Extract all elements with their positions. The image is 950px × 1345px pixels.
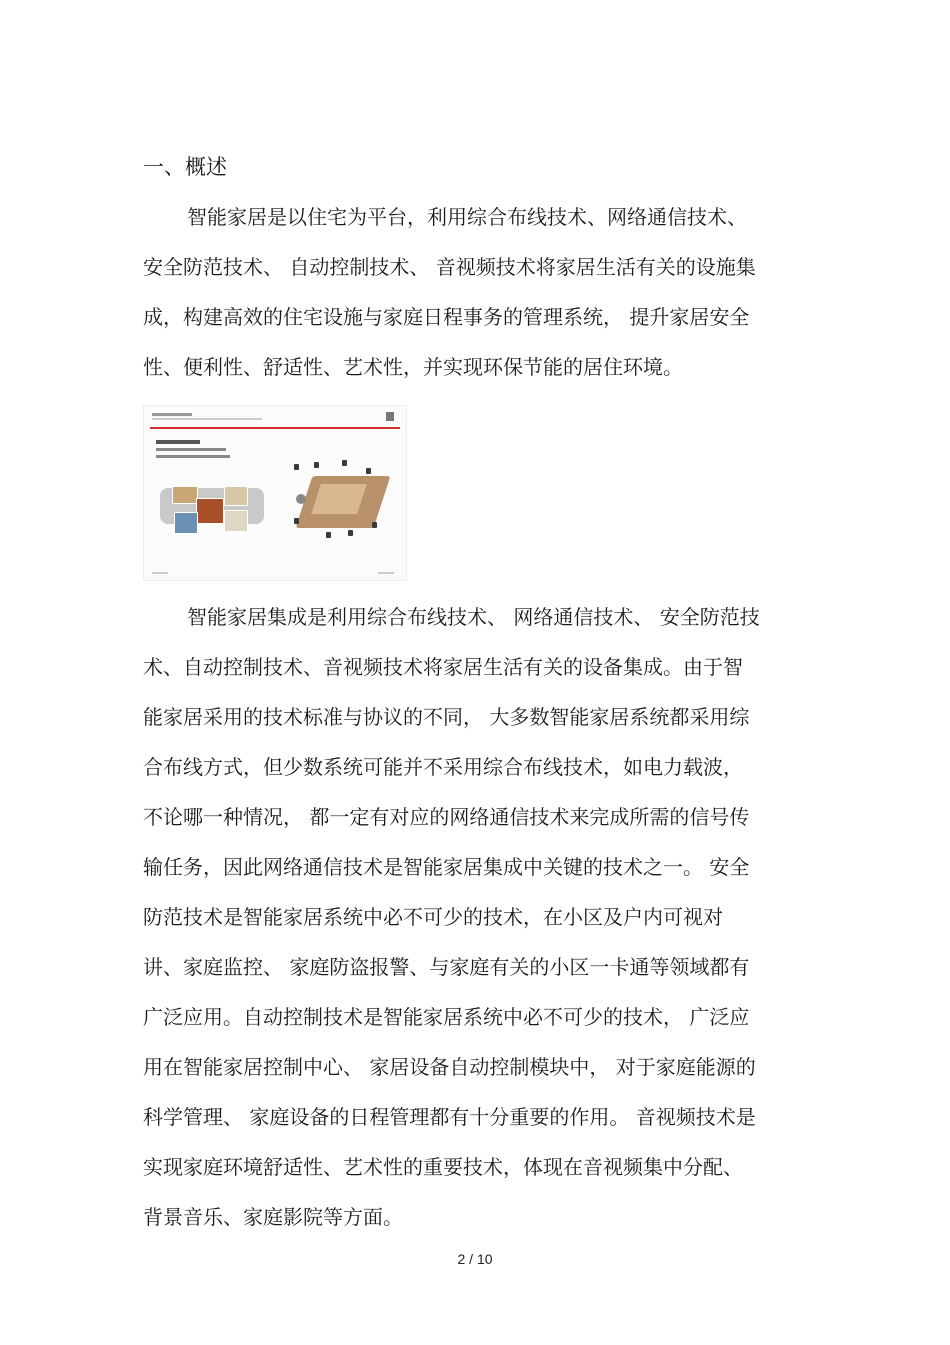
slide-footer-text [378, 572, 394, 574]
paragraph-line: 实现家庭环境舒适性、艺术性的重要技术，体现在音视频集中分配、 [143, 1155, 743, 1179]
device-icon [326, 532, 331, 538]
paragraph-line: 能家居采用的技术标准与协议的不同， 大多数智能家居系统都采用综 [143, 705, 750, 729]
paragraph-line: 科学管理、 家庭设备的日程管理都有十分重要的作用。 音视频技术是 [143, 1105, 756, 1129]
slide-header-text [152, 418, 262, 420]
device-icon [348, 530, 353, 536]
section-heading: 一、概述 [143, 155, 227, 179]
paragraph-line: 广泛应用。自动控制技术是智能家居系统中必不可少的技术， 广泛应 [143, 1005, 750, 1029]
house-floorplan-illustration [311, 484, 367, 514]
paragraph-line: 输任务，因此网络通信技术是智能家居集成中关键的技术之一。 安全 [143, 855, 750, 879]
paragraph-line: 性、便利性、舒适性、艺术性，并实现环保节能的居住环境。 [143, 355, 683, 379]
slide-footer-text [152, 572, 168, 574]
slide-header-text [152, 413, 192, 416]
slide-title-text [156, 440, 200, 444]
room-photo [224, 510, 248, 532]
paragraph-line: 智能家居集成是利用综合布线技术、 网络通信技术、 安全防范技 [187, 605, 760, 629]
device-icon [294, 464, 299, 470]
paragraph-line: 安全防范技术、 自动控制技术、 音视频技术将家居生活有关的设施集 [143, 255, 756, 279]
smart-home-slide-image [143, 405, 407, 581]
slide-red-rule [150, 427, 400, 429]
device-icon [314, 462, 319, 468]
device-icon [342, 460, 347, 466]
room-photo [172, 486, 198, 504]
paragraph-line: 合布线方式，但少数系统可能并不采用综合布线技术，如电力载波， [143, 755, 743, 779]
paragraph-line: 不论哪一种情况， 都一定有对应的网络通信技术来完成所需的信号传 [143, 805, 750, 829]
device-icon [296, 494, 306, 504]
room-photo [174, 512, 198, 534]
paragraph-line: 成，构建高效的住宅设施与家庭日程事务的管理系统， 提升家居安全 [143, 305, 750, 329]
paragraph-line: 背景音乐、家庭影院等方面。 [143, 1205, 403, 1229]
device-icon [366, 468, 371, 474]
room-photo [224, 486, 248, 506]
device-icon [294, 518, 299, 524]
paragraph-line: 用在智能家居控制中心、 家居设备自动控制模块中， 对于家庭能源的 [143, 1055, 756, 1079]
paragraph-line: 术、自动控制技术、音视频技术将家居生活有关的设备集成。由于智 [143, 655, 743, 679]
slide-body-text [156, 448, 226, 451]
device-icon [372, 522, 377, 528]
paragraph-line: 智能家居是以住宅为平台，利用综合布线技术、网络通信技术、 [187, 205, 747, 229]
slide-logo-icon [386, 412, 394, 421]
paragraph-line: 防范技术是智能家居系统中必不可少的技术，在小区及户内可视对 [143, 905, 723, 929]
slide-body-text [156, 455, 230, 458]
paragraph-line: 讲、家庭监控、 家庭防盗报警、与家庭有关的小区一卡通等领域都有 [143, 955, 750, 979]
page-number: 2 / 10 [457, 1251, 493, 1267]
room-photo [196, 498, 224, 524]
